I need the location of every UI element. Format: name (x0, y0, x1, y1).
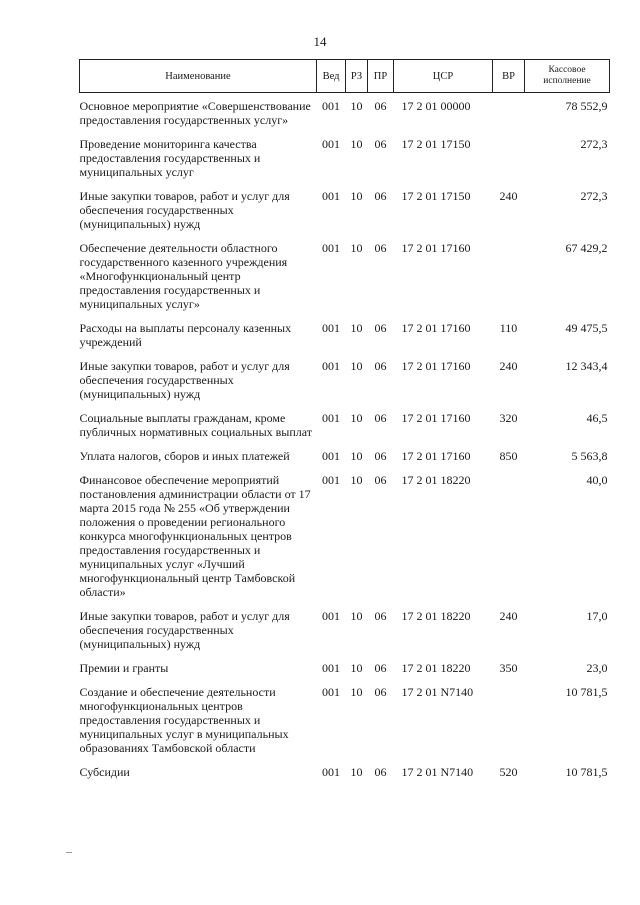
cell-rz: 10 (350, 241, 363, 255)
cell-pr: 06 (374, 321, 387, 335)
budget-table (79, 59, 610, 783)
cell-pr: 06 (374, 765, 387, 779)
cell-ved: 001 (322, 449, 340, 463)
cell-amount: 10 781,5 (565, 765, 608, 779)
header-csr: ЦСР (394, 60, 493, 93)
cell-name: Расходы на выплаты персоналу казенных учреждений (79, 321, 292, 349)
scan-mark (66, 852, 72, 853)
cell-ved: 001 (322, 359, 340, 373)
cell-pr: 06 (374, 99, 387, 113)
cell-csr: 17 2 01 17160 (401, 241, 471, 255)
cell-ved: 001 (322, 99, 340, 113)
cell-ved: 001 (322, 661, 340, 675)
cell-vr: 240 (499, 189, 518, 203)
table-row (80, 315, 610, 353)
cell-csr: 17 2 01 17160 (401, 449, 471, 463)
cell-name: Иные закупки товаров, работ и услуг для обеспечения государственных (муниципальных) нужд (79, 189, 290, 231)
cell-ved: 001 (322, 685, 340, 699)
cell-name: Иные закупки товаров, работ и услуг для обеспечения государственных (муниципальных) нужд (79, 359, 290, 401)
cell-vr: 850 (499, 449, 518, 463)
cell-rz: 10 (350, 685, 363, 699)
cell-ved: 001 (322, 411, 340, 425)
cell-rz: 10 (350, 661, 363, 675)
table-row (80, 443, 610, 467)
header-name: Наименование (80, 60, 317, 93)
cell-csr: 17 2 01 17160 (401, 411, 471, 425)
cell-amount: 78 552,9 (565, 99, 608, 113)
cell-ved: 001 (322, 609, 340, 623)
cell-vr (493, 235, 525, 315)
cell-csr: 17 2 01 17150 (401, 137, 471, 151)
cell-rz: 10 (350, 359, 363, 373)
header-amount: Кассовое исполнение (525, 60, 610, 93)
cell-rz: 10 (350, 765, 363, 779)
cell-name: Премии и гранты (79, 661, 169, 675)
table-row (80, 467, 610, 603)
cell-vr: 320 (499, 411, 518, 425)
header-ved: Вед (317, 60, 346, 93)
cell-amount: 67 429,2 (565, 241, 608, 255)
cell-pr: 06 (374, 449, 387, 463)
cell-amount: 17,0 (586, 609, 608, 623)
cell-csr: 17 2 01 17160 (401, 321, 471, 335)
table-row (80, 353, 610, 405)
cell-pr: 06 (374, 411, 387, 425)
cell-vr: 520 (499, 765, 518, 779)
table-row (80, 759, 610, 783)
cell-pr: 06 (374, 137, 387, 151)
cell-amount: 46,5 (586, 411, 608, 425)
cell-vr: 240 (499, 609, 518, 623)
cell-amount: 49 475,5 (565, 321, 608, 335)
cell-name: Уплата налогов, сборов и иных платежей (79, 449, 290, 463)
cell-name: Создание и обеспечение деятельности многофункциональных центров предоставления государственных и муниципальных услуг в муниципальных образованиях Тамбовской области (79, 685, 289, 755)
cell-vr (493, 93, 525, 132)
header-pr: ПР (368, 60, 394, 93)
cell-name: Основное мероприятие «Совершенствование предоставления государственных услуг» (79, 99, 311, 127)
cell-amount: 5 563,8 (571, 449, 608, 463)
cell-rz: 10 (350, 473, 363, 487)
cell-ved: 001 (322, 189, 340, 203)
table-row (80, 131, 610, 183)
cell-rz: 10 (350, 609, 363, 623)
cell-pr: 06 (374, 241, 387, 255)
cell-name: Финансовое обеспечение мероприятий постановления администрации области от 17 марта 2015 года № 255 «Об утверждении положения о проведении регионального конкурса многофункциональных центров предоставления государственных и муниципальных услуг «Лучший многофункциональный центр Тамбовской области» (79, 473, 311, 599)
table-row (80, 655, 610, 679)
table-row (80, 183, 610, 235)
cell-ved: 001 (322, 137, 340, 151)
cell-pr: 06 (374, 685, 387, 699)
cell-name: Проведение мониторинга качества предоставления государственных и муниципальных услуг (79, 137, 261, 179)
cell-csr: 17 2 01 N7140 (401, 765, 474, 779)
cell-rz: 10 (350, 321, 363, 335)
cell-rz: 10 (350, 189, 363, 203)
cell-ved: 001 (322, 321, 340, 335)
cell-csr: 17 2 01 18220 (401, 473, 471, 487)
cell-csr: 17 2 01 17160 (401, 359, 471, 373)
cell-amount: 10 781,5 (565, 685, 608, 699)
cell-name: Обеспечение деятельности областного государственного казенного учреждения «Многофункциональный центр предоставления государственных и муниципальных услуг» (79, 241, 288, 311)
cell-amount: 12 343,4 (565, 359, 608, 373)
table-row (80, 679, 610, 759)
cell-csr: 17 2 01 N7140 (401, 685, 474, 699)
cell-pr: 06 (374, 359, 387, 373)
cell-pr: 06 (374, 661, 387, 675)
cell-rz: 10 (350, 411, 363, 425)
cell-ved: 001 (322, 241, 340, 255)
table-row (80, 93, 610, 132)
cell-pr: 06 (374, 609, 387, 623)
cell-csr: 17 2 01 18220 (401, 609, 471, 623)
cell-pr: 06 (374, 189, 387, 203)
header-vr: ВР (493, 60, 525, 93)
cell-rz: 10 (350, 449, 363, 463)
cell-name: Социальные выплаты гражданам, кроме публичных нормативных социальных выплат (79, 411, 313, 439)
cell-name: Иные закупки товаров, работ и услуг для обеспечения государственных (муниципальных) нужд (79, 609, 290, 651)
cell-amount: 23,0 (586, 661, 608, 675)
table-row (80, 603, 610, 655)
cell-vr (493, 131, 525, 183)
header-rz: РЗ (346, 60, 368, 93)
cell-rz: 10 (350, 99, 363, 113)
cell-pr: 06 (374, 473, 387, 487)
cell-name: Субсидии (79, 765, 130, 779)
cell-vr: 240 (499, 359, 518, 373)
cell-csr: 17 2 01 18220 (401, 661, 471, 675)
table-row (80, 235, 610, 315)
cell-amount: 40,0 (586, 473, 608, 487)
cell-rz: 10 (350, 137, 363, 151)
table-row (80, 405, 610, 443)
cell-csr: 17 2 01 17150 (401, 189, 471, 203)
cell-amount: 272,3 (580, 137, 608, 151)
table-header (80, 60, 610, 93)
cell-vr (493, 467, 525, 603)
cell-vr: 350 (499, 661, 518, 675)
page-number: 14 (313, 34, 327, 49)
cell-ved: 001 (322, 765, 340, 779)
cell-csr: 17 2 01 00000 (401, 99, 471, 113)
cell-ved: 001 (322, 473, 340, 487)
table-body (80, 93, 610, 784)
cell-vr: 110 (499, 321, 518, 335)
cell-vr (493, 679, 525, 759)
cell-amount: 272,3 (580, 189, 608, 203)
